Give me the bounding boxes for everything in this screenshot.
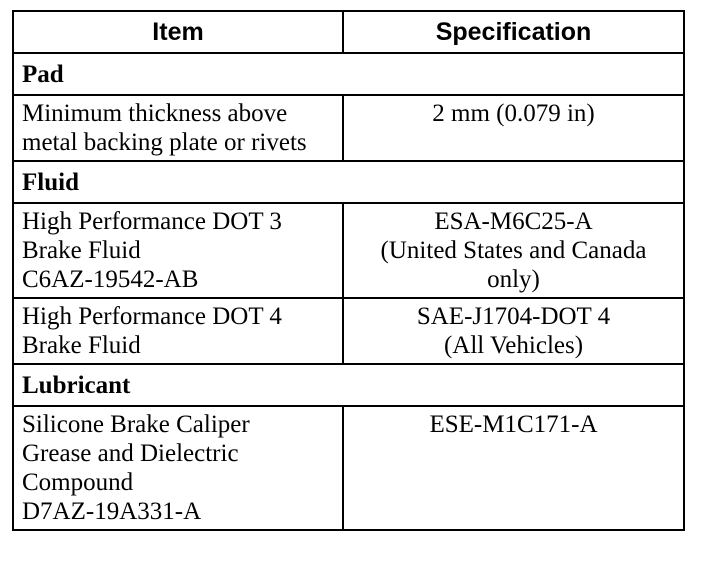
table-row [13,203,684,298]
item-column-header: Item [13,11,343,53]
item-cell [13,95,343,161]
item-text-line: High Performance DOT 4 [22,303,282,330]
item-text-line: Compound [22,469,134,496]
item-cell [13,298,343,364]
specification-column-header: Specification [343,11,684,53]
item-text-line: D7AZ-19A331-A [22,498,202,525]
item-text-line: High Performance DOT 3 [22,208,282,235]
section-title: Fluid [13,161,684,203]
spec-text-line: (United States and Canada [380,237,647,264]
item-text-line: Silicone Brake Caliper [22,411,250,438]
header-row [13,11,684,53]
specification-table [12,10,685,531]
item-cell [13,203,343,298]
spec-text-line: SAE-J1704-DOT 4 [416,303,611,330]
table-row [13,406,684,530]
table-row [13,95,684,161]
spec-text-line: 2 mm (0.079 in) [432,100,595,127]
section-row-lubricant [13,364,684,406]
table-row [13,298,684,364]
item-text-line: metal backing plate or rivets [22,129,307,156]
spec-cell [343,406,684,530]
item-text-line: Minimum thickness above [22,100,288,127]
spec-cell [343,95,684,161]
spec-text-line: ESA-M6C25-A [434,208,593,235]
item-text-line: Grease and Dielectric [22,440,239,467]
item-text-line: Brake Fluid [22,332,141,359]
spec-cell [343,298,684,364]
spec-cell [343,203,684,298]
spec-text-line: ESE-M1C171-A [429,411,598,438]
item-cell [13,406,343,530]
section-title: Lubricant [13,364,684,406]
section-row-pad [13,53,684,95]
section-row-fluid [13,161,684,203]
spec-text-line: only) [487,266,540,293]
spec-text-line: (All Vehicles) [443,332,584,359]
item-text-line: Brake Fluid [22,237,141,264]
item-text-line: C6AZ-19542-AB [22,266,199,293]
section-title: Pad [13,53,684,95]
